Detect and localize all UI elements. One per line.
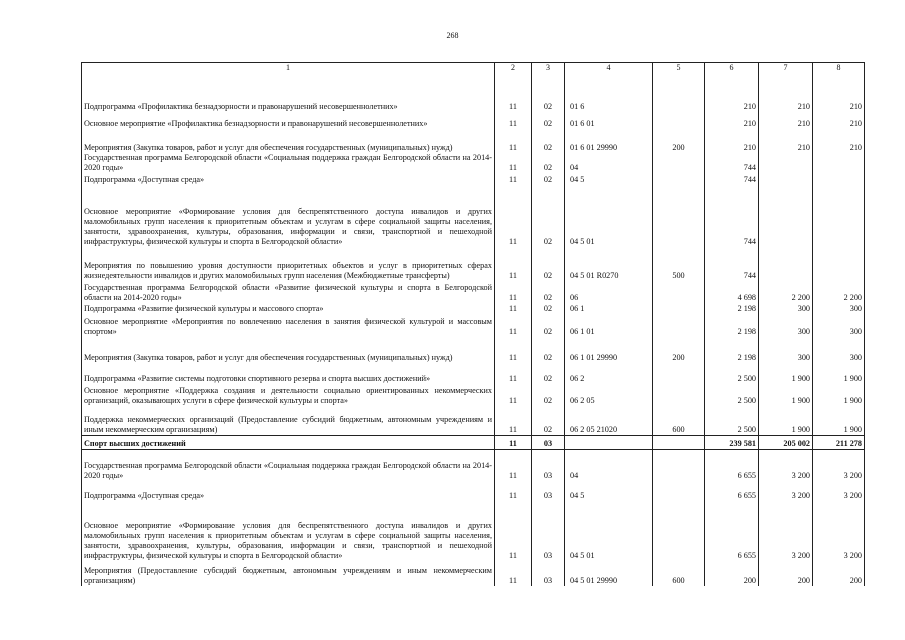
amount-year-3 [813, 153, 865, 173]
table-row [82, 450, 865, 481]
row-name: Мероприятия (Закупка товаров, работ и услуг для обеспечения государственных (муниципальных) нужд) [82, 129, 495, 153]
subsection-code: 02 [532, 247, 565, 281]
column-number-row [82, 63, 865, 73]
expense-type-code [653, 303, 705, 314]
subsection-code: 02 [532, 185, 565, 247]
row-name: Спорт высших достижений [82, 436, 495, 450]
target-item-code: 06 2 05 21020 [565, 406, 653, 436]
section-code: 11 [495, 73, 532, 112]
amount-year-3: 3 200 [813, 450, 865, 481]
section-code: 11 [495, 561, 532, 586]
amount-year-1: 2 198 [705, 314, 759, 337]
row-name: Подпрограмма «Развитие физической культуры и массового спорта» [82, 303, 495, 314]
target-item-code: 01 6 01 [565, 112, 653, 129]
section-code: 11 [495, 112, 532, 129]
target-item-code: 04 5 01 [565, 501, 653, 561]
amount-year-3: 300 [813, 337, 865, 363]
target-item-code: 04 [565, 450, 653, 481]
target-item-code: 01 6 01 29990 [565, 129, 653, 153]
amount-year-3: 300 [813, 303, 865, 314]
amount-year-1: 2 500 [705, 384, 759, 406]
expense-type-code [653, 173, 705, 185]
amount-year-2: 210 [759, 73, 813, 112]
target-item-code [565, 436, 653, 450]
table-row [82, 501, 865, 561]
amount-year-1: 2 198 [705, 303, 759, 314]
amount-year-3: 200 [813, 561, 865, 586]
table-row [82, 314, 865, 337]
table-row [82, 73, 865, 112]
amount-year-2: 210 [759, 112, 813, 129]
column-number: 3 [532, 63, 565, 73]
amount-year-2: 1 900 [759, 384, 813, 406]
section-code: 11 [495, 185, 532, 247]
subsection-code: 02 [532, 406, 565, 436]
table-row [82, 173, 865, 185]
subsection-code: 03 [532, 436, 565, 450]
table-row [82, 281, 865, 303]
expense-type-code [653, 450, 705, 481]
row-name: Основное мероприятие «Формирование условия для беспрепятственного доступа инвалидов и других маломобильных групп населения к приоритетным объектам и услугам в сфере социальной защиты населения, занятости, здравоохранения, культуры, образования, информации и связи, транспортной и пешеходной инфраструктуры, физической культуры и спорта в Белгородской области» [82, 501, 495, 561]
target-item-code: 06 2 05 [565, 384, 653, 406]
amount-year-1: 4 698 [705, 281, 759, 303]
expense-type-code: 200 [653, 129, 705, 153]
table-row [82, 247, 865, 281]
amount-year-2 [759, 185, 813, 247]
section-code: 11 [495, 501, 532, 561]
table-row [82, 153, 865, 173]
amount-year-2: 1 900 [759, 363, 813, 384]
subsection-code: 02 [532, 314, 565, 337]
table-row [82, 384, 865, 406]
table-row [82, 112, 865, 129]
section-code: 11 [495, 363, 532, 384]
expense-type-code [653, 73, 705, 112]
amount-year-3: 2 200 [813, 281, 865, 303]
subsection-code: 02 [532, 303, 565, 314]
expense-type-code [653, 436, 705, 450]
expense-type-code [653, 481, 705, 501]
target-item-code: 06 2 [565, 363, 653, 384]
expense-type-code [653, 501, 705, 561]
section-code: 11 [495, 247, 532, 281]
amount-year-2 [759, 247, 813, 281]
amount-year-2: 3 200 [759, 450, 813, 481]
column-number: 5 [653, 63, 705, 73]
amount-year-2: 300 [759, 303, 813, 314]
section-code: 11 [495, 450, 532, 481]
amount-year-3 [813, 185, 865, 247]
expense-type-code: 600 [653, 561, 705, 586]
amount-year-1: 2 500 [705, 363, 759, 384]
column-number: 6 [705, 63, 759, 73]
amount-year-2: 1 900 [759, 406, 813, 436]
amount-year-3: 300 [813, 314, 865, 337]
target-item-code: 06 1 01 [565, 314, 653, 337]
table-row [82, 337, 865, 363]
table-row [82, 129, 865, 153]
amount-year-3: 1 900 [813, 384, 865, 406]
row-name: Подпрограмма «Доступная среда» [82, 481, 495, 501]
target-item-code: 04 5 [565, 173, 653, 185]
amount-year-3: 1 900 [813, 363, 865, 384]
expense-type-code [653, 112, 705, 129]
amount-year-2: 300 [759, 337, 813, 363]
subsection-code: 02 [532, 363, 565, 384]
expense-type-code [653, 281, 705, 303]
section-code: 11 [495, 303, 532, 314]
subsection-code: 03 [532, 501, 565, 561]
subsection-code: 02 [532, 112, 565, 129]
expense-type-code [653, 153, 705, 173]
amount-year-1: 210 [705, 112, 759, 129]
column-number: 8 [813, 63, 865, 73]
table-row [82, 481, 865, 501]
amount-year-1: 6 655 [705, 450, 759, 481]
row-name: Основное мероприятие «Формирование условия для беспрепятственного доступа инвалидов и других маломобильных групп населения к приоритетным объектам и услугам в сфере социальной защиты населения, занятости, здравоохранения, культуры, образования, информации и связи, транспортной и пешеходной инфраструктуры, физической культуры и спорта в Белгородской области» [82, 185, 495, 247]
row-name: Государственная программа Белгородской области «Развитие физической культуры и спорта в Белгородской области на 2014-2020 годы» [82, 281, 495, 303]
row-name: Подпрограмма «Доступная среда» [82, 173, 495, 185]
target-item-code: 06 1 01 29990 [565, 337, 653, 363]
amount-year-1: 2 198 [705, 337, 759, 363]
subsection-code: 02 [532, 73, 565, 112]
table-row [82, 363, 865, 384]
amount-year-1: 744 [705, 153, 759, 173]
amount-year-2: 300 [759, 314, 813, 337]
target-item-code: 01 6 [565, 73, 653, 112]
subsection-code: 02 [532, 384, 565, 406]
table-row [82, 303, 865, 314]
target-item-code: 04 5 01 29990 [565, 561, 653, 586]
row-name: Мероприятия (Предоставление субсидий бюджетным, автономным учреждениям и иным некоммерческим организациям) [82, 561, 495, 586]
budget-table [81, 62, 865, 586]
row-name: Подпрограмма «Развитие системы подготовки спортивного резерва и спорта высших достижений» [82, 363, 495, 384]
expense-type-code [653, 185, 705, 247]
row-name: Поддержка некоммерческих организаций (Предоставление субсидий бюджетным, автономным учреждениям и иным некоммерческим организациям) [82, 406, 495, 436]
row-name: Государственная программа Белгородской области «Социальная поддержка граждан Белгородской области на 2014-2020 годы» [82, 450, 495, 481]
amount-year-1: 200 [705, 561, 759, 586]
row-name: Основное мероприятие «Профилактика безнадзорности и правонарушений несовершеннолетних» [82, 112, 495, 129]
amount-year-2: 210 [759, 129, 813, 153]
row-name: Основное мероприятие «Поддержка создания и деятельности социально ориентированных некоммерческих организаций, оказывающих услуги в сфере физической культуры и спорта» [82, 384, 495, 406]
amount-year-1: 2 500 [705, 406, 759, 436]
table-row [82, 185, 865, 247]
table-row [82, 406, 865, 436]
amount-year-2 [759, 153, 813, 173]
column-number: 4 [565, 63, 653, 73]
amount-year-2: 205 002 [759, 436, 813, 450]
section-code: 11 [495, 337, 532, 363]
expense-type-code [653, 363, 705, 384]
expense-type-code [653, 384, 705, 406]
subsection-code: 02 [532, 153, 565, 173]
row-name: Мероприятия по повышению уровня доступности приоритетных объектов и услуг в приоритетных сферах жизнедеятельности инвалидов и других маломобильных групп населения (Межбюджетные трансферты) [82, 247, 495, 281]
expense-type-code [653, 314, 705, 337]
row-name: Подпрограмма «Профилактика безнадзорности и правонарушений несовершеннолетних» [82, 73, 495, 112]
amount-year-3: 1 900 [813, 406, 865, 436]
amount-year-1: 210 [705, 129, 759, 153]
amount-year-3 [813, 173, 865, 185]
amount-year-2: 3 200 [759, 501, 813, 561]
amount-year-3: 3 200 [813, 501, 865, 561]
target-item-code: 06 [565, 281, 653, 303]
amount-year-2 [759, 173, 813, 185]
section-code: 11 [495, 129, 532, 153]
amount-year-3: 211 278 [813, 436, 865, 450]
expense-type-code: 500 [653, 247, 705, 281]
column-number: 1 [82, 63, 495, 73]
amount-year-3: 3 200 [813, 481, 865, 501]
amount-year-2: 200 [759, 561, 813, 586]
section-code: 11 [495, 436, 532, 450]
section-code: 11 [495, 173, 532, 185]
row-name: Государственная программа Белгородской области «Социальная поддержка граждан Белгородской области на 2014-2020 годы» [82, 153, 495, 173]
target-item-code: 04 5 01 [565, 185, 653, 247]
subsection-code: 03 [532, 450, 565, 481]
subsection-code: 02 [532, 337, 565, 363]
page-number: 268 [446, 31, 459, 40]
section-code: 11 [495, 481, 532, 501]
section-code: 11 [495, 384, 532, 406]
subsection-code: 02 [532, 129, 565, 153]
amount-year-2: 3 200 [759, 481, 813, 501]
subsection-code: 03 [532, 481, 565, 501]
table-row [82, 436, 865, 450]
column-number: 7 [759, 63, 813, 73]
amount-year-3: 210 [813, 73, 865, 112]
amount-year-1: 6 655 [705, 501, 759, 561]
amount-year-3: 210 [813, 112, 865, 129]
target-item-code: 06 1 [565, 303, 653, 314]
target-item-code: 04 5 01 R0270 [565, 247, 653, 281]
amount-year-1: 744 [705, 247, 759, 281]
row-name: Основное мероприятие «Мероприятия по вовлечению населения в занятия физической культурой и массовым спортом» [82, 314, 495, 337]
amount-year-1: 6 655 [705, 481, 759, 501]
expense-type-code: 600 [653, 406, 705, 436]
column-number: 2 [495, 63, 532, 73]
row-name: Мероприятия (Закупка товаров, работ и услуг для обеспечения государственных (муниципальных) нужд) [82, 337, 495, 363]
amount-year-2: 2 200 [759, 281, 813, 303]
amount-year-3: 210 [813, 129, 865, 153]
section-code: 11 [495, 153, 532, 173]
expense-type-code: 200 [653, 337, 705, 363]
section-code: 11 [495, 406, 532, 436]
amount-year-1: 239 581 [705, 436, 759, 450]
section-code: 11 [495, 314, 532, 337]
target-item-code: 04 5 [565, 481, 653, 501]
target-item-code: 04 [565, 153, 653, 173]
amount-year-1: 210 [705, 73, 759, 112]
table-row [82, 561, 865, 586]
subsection-code: 03 [532, 561, 565, 586]
amount-year-1: 744 [705, 185, 759, 247]
subsection-code: 02 [532, 281, 565, 303]
amount-year-1: 744 [705, 173, 759, 185]
subsection-code: 02 [532, 173, 565, 185]
section-code: 11 [495, 281, 532, 303]
amount-year-3 [813, 247, 865, 281]
